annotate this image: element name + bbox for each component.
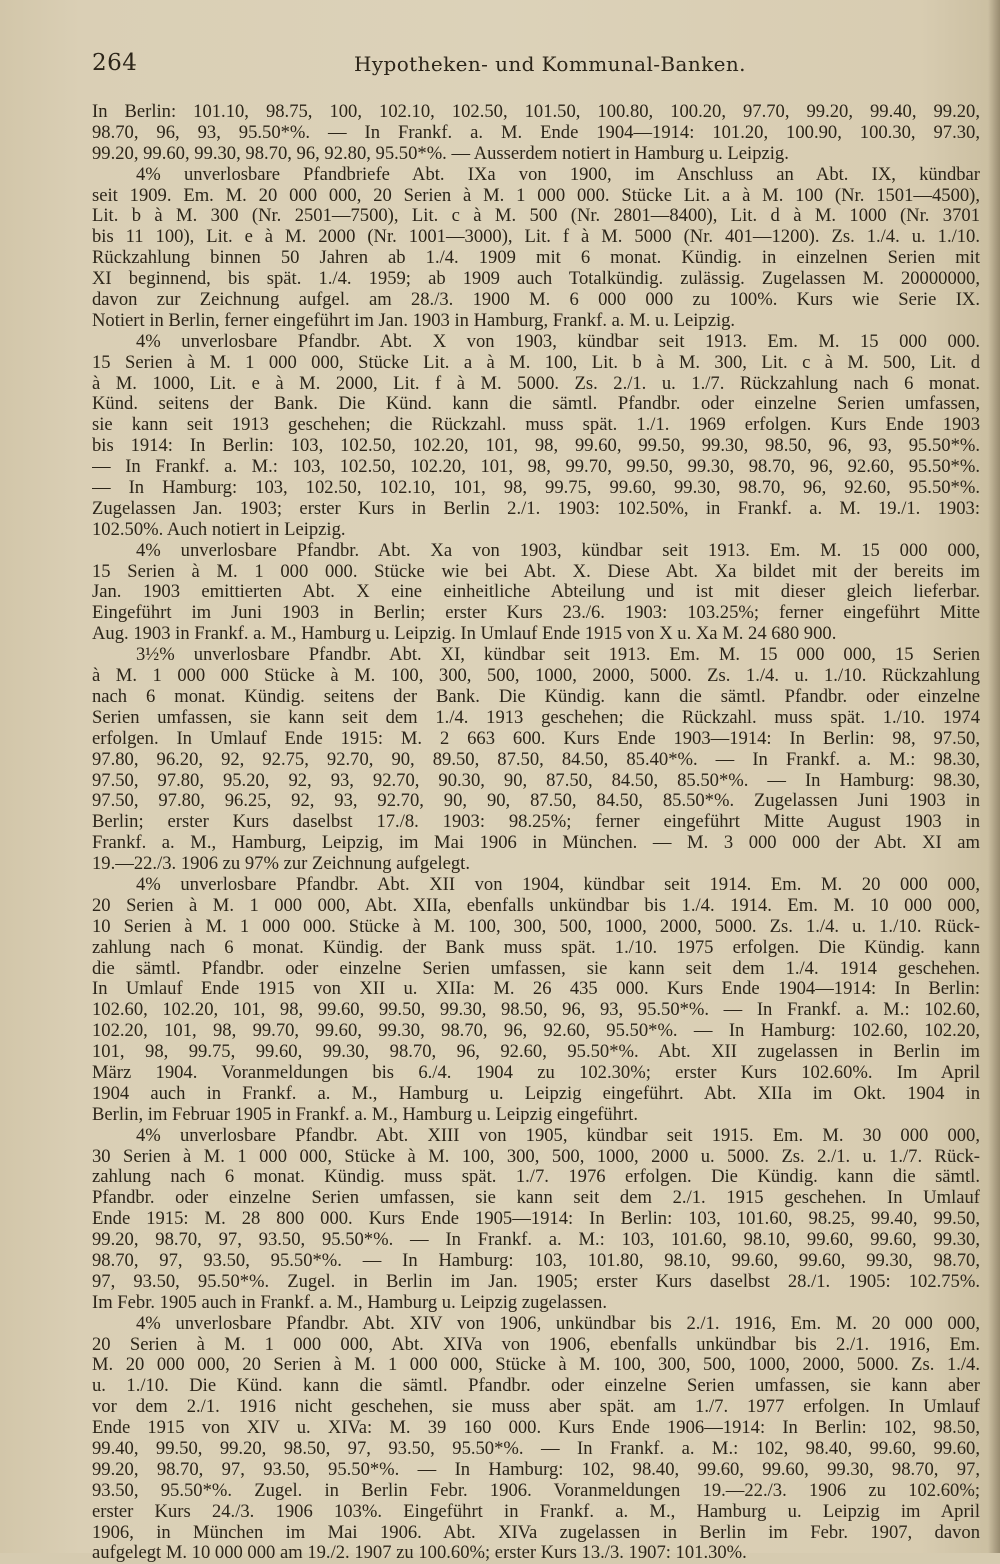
text-line: 15 Serien à M. 1 000 000, Stücke Lit. a à M. 100, Lit. b à M. 300, Lit. c à M. 500, Lit. d bbox=[92, 352, 980, 373]
text-line: à M. 1 000 000 Stücke à M. 100, 300, 500, 1000, 2000, 5000. Zs. 1./4. u. 1./10. Rückzahlung bbox=[92, 666, 980, 687]
text-line: zahlung nach 6 monat. Kündig. der Bank muss spät. 1./10. 1975 erfolgen. Die Kündig. kann bbox=[92, 937, 980, 958]
text-line: 98.70, 96, 93, 95.50*%. — In Frankf. a. M. Ende 1904—1914: 101.20, 100.90, 100.30, 97.30, bbox=[92, 122, 980, 143]
text-line: Aug. 1903 in Frankf. a. M., Hamburg u. Leipzig. In Umlauf Ende 1915 von X u. Xa M. 24 680 900. bbox=[92, 624, 837, 645]
text-line: u. 1./10. Die Künd. kann die sämtl. Pfandbr. oder einzelne Serien umfassen, sie kann aber bbox=[92, 1376, 980, 1397]
text-line: 102.50%. Auch notiert in Leipzig. bbox=[92, 519, 346, 540]
text-line: 4% unverlosbare Pfandbr. Abt. XIII von 1905, kündbar seit 1915. Em. M. 30 000 000, bbox=[136, 1125, 980, 1146]
text-line: 97, 93.50, 95.50*%. Zugel. in Berlin im Jan. 1905; erster Kurs daselbst 28./1. 1905: 102.75%. bbox=[92, 1271, 980, 1292]
text-line: 93.50, 95.50*%. Zugel. in Berlin Febr. 1906. Voranmeldungen 19.—22./3. 1906 zu 102.60%; bbox=[92, 1480, 980, 1501]
text-line: Notiert in Berlin, ferner eingeführt im Jan. 1903 in Hamburg, Frankf. a. M. u. Leipzig. bbox=[92, 310, 736, 331]
text-line: März 1904. Voranmeldungen bis 6./4. 1904 zu 102.30%; erster Kurs 102.60%. Im April bbox=[92, 1062, 980, 1083]
text-line: davon zur Zeichnung aufgel. am 28./3. 1900 M. 6 000 000 zu 100%. Kurs wie Serie IX. bbox=[92, 290, 980, 311]
text-line: 20 Serien à M. 1 000 000, Abt. XIIa, ebenfalls unkündbar bis 1./4. 1914. Em. M. 10 000 000, bbox=[92, 895, 980, 916]
text-line: Berlin; erster Kurs daselbst 17./8. 1903: 98.25%; ferner eingeführt Mitte August 1903 in bbox=[92, 812, 980, 833]
text-line: 101, 98, 99.75, 99.60, 99.30, 98.70, 96, 92.60, 95.50*%. Abt. XII zugelassen in Berlin im bbox=[92, 1042, 980, 1063]
text-line: In Umlauf Ende 1915 von XII u. XIIa: M. 26 435 000. Kurs Ende 1904—1914: In Berlin: bbox=[92, 979, 980, 1000]
text-line: 99.20, 98.70, 97, 93.50, 95.50*%. — In Frankf. a. M.: 103, 101.60, 98.10, 99.60, 99.60, 99.30, bbox=[92, 1230, 980, 1251]
text-line: Pfandbr. oder einzelne Serien umfassen, sie kann seit dem 2./1. 1915 geschehen. In Umlauf bbox=[92, 1188, 980, 1209]
text-line: 19.—22./3. 1906 zu 97% zur Zeichnung aufgelegt. bbox=[92, 854, 470, 875]
text-line: 20 Serien à M. 1 000 000, Abt. XIVa von 1906, ebenfalls unkündbar bis 2./1. 1916, Em. bbox=[92, 1334, 980, 1355]
text-line: 102.20, 101, 98, 99.70, 99.60, 99.30, 98.70, 96, 92.60, 95.50*%. — In Hamburg: 102.60, 102.20, bbox=[92, 1021, 980, 1042]
text-line: 4% unverlosbare Pfandbr. Abt. XII von 1904, kündbar seit 1914. Em. M. 20 000 000, bbox=[136, 874, 980, 895]
text-line: Zugelassen Jan. 1903; erster Kurs in Berlin 2./1. 1903: 102.50%, in Frankf. a. M. 19./1. 1903: bbox=[92, 498, 980, 519]
page-header bbox=[92, 50, 972, 84]
text-line: M. 20 000 000, 20 Serien à M. 1 000 000, Stücke à M. 100, 300, 500, 1000, 2000, 5000. Zs. 1./4. bbox=[92, 1355, 980, 1376]
text-line: nach 6 monat. Kündig. seitens der Bank. Die Kündig. kann die sämtl. Pfandbr. oder einzelne bbox=[92, 686, 980, 707]
text-line: Jan. 1903 emittierten Abt. X eine einheitliche Abteilung und ist mit dieser gleich lieferbar. bbox=[92, 582, 980, 603]
text-line: 4% unverlosbare Pfandbriefe Abt. IXa von 1900, im Anschluss an Abt. IX, kündbar bbox=[136, 164, 980, 185]
running-title: Hypotheken- und Kommunal-Banken. bbox=[354, 52, 746, 76]
text-line: à M. 1000, Lit. e à M. 2000, Lit. f à M. 5000. Zs. 2./1. u. 1./7. Rückzahlung nach 6 monat. bbox=[92, 373, 980, 394]
text-line: Eingeführt im Juni 1903 in Berlin; erster Kurs 23./6. 1903: 103.25%; ferner eingeführt Mitte bbox=[92, 603, 980, 624]
text-line: 30 Serien à M. 1 000 000, Stücke à M. 100, 300, 500, 1000, 2000 u. 5000. Zs. 2./1. u. 1./7. Rück- bbox=[92, 1146, 980, 1167]
text-line: 1906, in München im Mai 1906. Abt. XIVa zugelassen in Berlin im Febr. 1907, davon bbox=[92, 1522, 980, 1543]
text-line: sie kann seit 1913 geschehen; die Rückzahl. muss spät. 1./1. 1969 erfolgen. Kurs Ende 1903 bbox=[92, 415, 980, 436]
text-line: erster Kurs 24./3. 1906 103%. Eingeführt in Frankf. a. M., Hamburg u. Leipzig im April bbox=[92, 1501, 980, 1522]
text-line: 99.40, 99.50, 99.20, 98.50, 97, 93.50, 95.50*%. — In Frankf. a. M.: 102, 98.40, 99.60, 99.60, bbox=[92, 1439, 980, 1459]
text-line: bis 11 100), Lit. e à M. 2000 (Nr. 1001—3000), Lit. f à M. 5000 (Nr. 401—1200). Zs. 1./4. u. 1./10. bbox=[92, 227, 980, 248]
text-line: 4% unverlosbare Pfandbr. Abt. Xa von 1903, kündbar seit 1913. Em. M. 15 000 000, bbox=[136, 540, 980, 561]
text-line: Im Febr. 1905 auch in Frankf. a. M., Hamburg u. Leipzig zugelassen. bbox=[92, 1292, 608, 1313]
text-line: die sämtl. Pfandbr. oder einzelne Serien umfassen, sie kann seit dem 1./4. 1914 geschehen. bbox=[92, 958, 980, 979]
text-line: 97.50, 97.80, 96.25, 92, 93, 92.70, 90, 90, 87.50, 84.50, 85.50*%. Zugelassen Juni 1903 in bbox=[92, 791, 980, 812]
text-line: 3½% unverlosbare Pfandbr. Abt. XI, kündbar seit 1913. Em. M. 15 000 000, 15 Serien bbox=[136, 645, 980, 666]
text-line: erfolgen. In Umlauf Ende 1915: M. 2 663 600. Kurs Ende 1903—1914: In Berlin: 98, 97.50, bbox=[92, 728, 980, 749]
text-line: zahlung nach 6 monat. Kündig. muss spät. 1./7. 1976 erfolgen. Die Kündig. kann die sämtl. bbox=[92, 1167, 980, 1188]
text-line: 99.20, 99.60, 99.30, 98.70, 96, 92.80, 95.50*%. — Ausserdem notiert in Hamburg u. Leipzig. bbox=[92, 143, 789, 164]
text-line: Ende 1915: M. 28 800 000. Kurs Ende 1905—1914: In Berlin: 103, 101.60, 98.25, 99.40, 99.50, bbox=[92, 1209, 980, 1230]
text-line: 99.20, 98.70, 97, 93.50, 95.50*%. — In Hamburg: 102, 98.40, 99.60, 99.60, 99.30, 98.70, 97, bbox=[92, 1459, 980, 1480]
text-line: 97.50, 97.80, 95.20, 92, 93, 92.70, 90.30, 90, 87.50, 84.50, 85.50*%. — In Hamburg: 98.30, bbox=[92, 770, 980, 791]
text-line: Frankf. a. M., Hamburg, Leipzig, im Mai 1906 in München. — M. 3 000 000 der Abt. XI am bbox=[92, 833, 980, 854]
text-line: 102.60, 102.20, 101, 98, 99.60, 99.50, 99.30, 98.50, 96, 93, 95.50*%. — In Frankf. a. M.: 102.60, bbox=[92, 1000, 980, 1021]
page-edge-shadow bbox=[988, 0, 1000, 1553]
text-line: In Berlin: 101.10, 98.75, 100, 102.10, 102.50, 101.50, 100.80, 100.20, 97.70, 99.20, 99.40, 99.20, bbox=[92, 102, 980, 122]
text-line: bis 1914: In Berlin: 103, 102.50, 102.20, 101, 98, 99.60, 99.50, 99.30, 98.50, 96, 93, 95.50*%. bbox=[92, 436, 980, 457]
text-line: 4% unverlosbare Pfandbr. Abt. X von 1903, kündbar seit 1913. Em. M. 15 000 000. bbox=[136, 331, 980, 352]
text-line: Künd. seitens der Bank. Die Künd. kann die sämtl. Pfandbr. oder einzelne Serien umfassen, bbox=[92, 394, 980, 415]
text-line: Berlin, im Februar 1905 in Frankf. a. M., Hamburg u. Leipzig eingeführt. bbox=[92, 1104, 638, 1125]
body-text bbox=[92, 102, 980, 1564]
text-line: seit 1909. Em. M. 20 000 000, 20 Serien à M. 1 000 000. Stücke Lit. a à M. 100 (Nr. 1501—4500), bbox=[92, 185, 980, 206]
text-line: 97.80, 96.20, 92, 92.75, 92.70, 90, 89.50, 87.50, 84.50, 85.40*%. — In Frankf. a. M.: 98.30, bbox=[92, 749, 980, 770]
text-line: Lit. b à M. 300 (Nr. 2501—7500), Lit. c à M. 500 (Nr. 2801—8400), Lit. d à M. 1000 (Nr. 3701 bbox=[92, 206, 980, 227]
text-line: aufgelegt M. 10 000 000 am 19./2. 1907 zu 100.60%; erster Kurs 13./3. 1907: 101.30%. bbox=[92, 1543, 747, 1564]
text-line: — In Frankf. a. M.: 103, 102.50, 102.20, 101, 98, 99.70, 99.50, 99.30, 98.70, 96, 92.60, 95.50*%. bbox=[92, 457, 980, 478]
text-line: Rückzahlung binnen 50 Jahren ab 1./4. 1909 mit 6 monat. Kündig. in einzelnen Serien mit bbox=[92, 248, 980, 269]
page-number: 264 bbox=[92, 50, 138, 76]
text-line: Serien umfassen, sie kann seit dem 1./4. 1913 geschehen; die Rückzahl. muss spät. 1./10. 1974 bbox=[92, 707, 980, 728]
text-line: Ende 1915 von XIV u. XIVa: M. 39 160 000. Kurs Ende 1906—1914: In Berlin: 102, 98.50, bbox=[92, 1418, 980, 1439]
text-line: 98.70, 97, 93.50, 95.50*%. — In Hamburg: 103, 101.80, 98.10, 99.60, 99.60, 99.30, 98.70, bbox=[92, 1250, 980, 1271]
text-line: vor dem 2./1. 1916 nicht geschehen, sie muss aber spät. am 1./7. 1977 erfolgen. In Umlauf bbox=[92, 1397, 980, 1418]
text-line: 4% unverlosbare Pfandbr. Abt. XIV von 1906, unkündbar bis 2./1. 1916, Em. M. 20 000 000, bbox=[136, 1313, 980, 1334]
text-line: XI beginnend, bis spät. 1./4. 1959; ab 1909 auch Totalkündig. zulässig. Zugelassen M. 20000000, bbox=[92, 269, 980, 290]
text-line: 10 Serien à M. 1 000 000. Stücke à M. 100, 300, 500, 1000, 2000, 5000. Zs. 1./4. u. 1./10. Rück- bbox=[92, 916, 980, 937]
text-line: 15 Serien à M. 1 000 000. Stücke wie bei Abt. X. Diese Abt. Xa bildet mit der bereits im bbox=[92, 561, 980, 582]
text-line: 1904 auch in Frankf. a. M., Hamburg u. Leipzig eingeführt. Abt. XIIa im Okt. 1904 in bbox=[92, 1083, 980, 1104]
text-line: — In Hamburg: 103, 102.50, 102.10, 101, 98, 99.75, 99.60, 99.30, 98.70, 96, 92.60, 95.50*%. bbox=[92, 478, 980, 499]
